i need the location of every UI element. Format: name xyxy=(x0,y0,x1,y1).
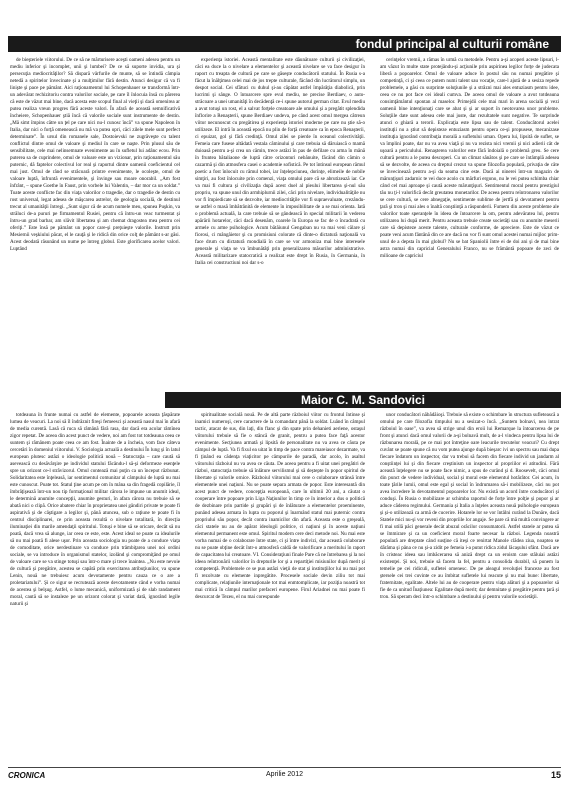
article-title-bar xyxy=(8,36,561,52)
top-column-3-text: cerinţelor vremii, a rămas în urmă cu metodele. Pentru a-şi acoperi aceste lipsuri, l-am văzut în multe state protejându-şi acţiunile prin aspirinea legilor forţe de judecata liberă a popoarelor. Omul de valoare aduce în postul său nu numai pregătire şi competinţă, ci şi ceea ce putem numi talent sau vocaţie, care-l ajută de a sesiza repede problemele, a găsi cu surprinte soluţiunile şi a străzni mai ales entuziasm pentru idee, ceea ce nu pot face cei ideali cumva. De aceea omul de valoare a avut totdeauna consimţământul spontan al maselor. Primejdii cele mai mari în arena socială şi vezi oamenii bine intenţionaţi care se abat şi şi ar suport în neotovarea unor probleme. Soluţiile date sunt adesea cele mai juste, dar rezultatele sunt negative. Te surprinde atunci o ghiară a terorii. Explicaţia este lipsa sau de talent. Conducătorul acelei instituţii nu a ştiut să depisteze entuziasm pentru opera ce-şi propusese, mecanizase instituţia ignorând contribuţia morală a sufletului uman. Opera lui, lipsită de suflet, se va împlini poate, dar nu va avea viaţă şi nu va rezista nici vremii şi nici adierii cât de uşoară a periculului. Renaşterea valorilor este fără îndoială o problemă greu. Se cere cultură pentru a le putea descoperi. Cu un climat sănătos şi pe care se întâmplă adesea să se dezvolte, de aceea cu dreptul crezut va spune filozofia populară, privaţia de câte se învecinează pentru a-şi da seama cine este. Dacă ai ninerei într-un magazin de mărunţişuri zadarnic te vei duce acolo cu mărfuri ergono, nu le vei putea schimba chiar când cel mai aproape şi caută aceste mărunţişuri. Sentimentul moral pentru prestigiul tău nu ţi-l valorifică decât greutatea monetarilor. De aceea pentru reîntronarea valorilor se cere cultură, se cere abnegaţie, sentimente sublime de jertfă şi devotament pentru ţară şi tron şi mai ales o înaltă conştiinţă a răspunderii. Fumem din aceste probleme ale valorilor toate speranţele în ideea de întoarcere la om, pentru adevăratea lui, pentru utilizarea lui după merit. Pentru aceasta trebuie create societăţi sau cu anumite meserii care să depisteze aceste talente, culturale conforme, de apreciere. Este de văzut ce poate veni acum fântână din ce are dacă nu vor fi sunt omul acestei numai mijloc prim-unul de a depsta în mai globul? Nu se bat Spaniolii între ei de doi ani şi de mai bine astra numai din capricial Generalului Franco, nu se frământă popoare de zeci de milioane de capriciul xyxy=(380,57,559,259)
bottom-column-3 xyxy=(380,412,559,764)
top-column-3 xyxy=(380,57,559,389)
bottom-column-1 xyxy=(10,412,180,764)
page-footer xyxy=(8,767,561,780)
article-title: fondul principal al culturii române xyxy=(355,37,549,51)
bottom-column-3-text: unor conducători năbădăioşi. Trebuie să existe o schimbare în structura sufletească a omului pe care filozofia timpului nu a sesizat-o încă. „Suntem bolnavi, nea intrat războiul în oase”, va avea să strige unul din eroii lui Remarque la întoarcerea de pe front şi atunci dacă omul valorii de a-şi bolnavă mult, de a-l vindeca pentru lipsa lui de răzbunarea morală, pe ce mai pot întreţine oare leacurile trecutelor veacuri? Cu drept cuvânt se poate spune că nu vom putea ajunge după bieşarc ivi un spectru sau mai dupa fiecare îndatom un inspector, dar va trebui să facem din fiecare individ un jandarm al conştiinţei lui şi din fiecare creştinism un inspector al propriilor ei atitudini. Fără această înţelegere nu se poate face nimic, a spus de curând şi d. Roosevelt, căci omul din punct de vedere individual, social şi moral este elementul hotărâtor. Cei acum, în toate ţările lumii, omul este egal şi social în îndrumarea să-i mobilizeze, căci nu pot avea încredere în devotamentul popoarelor lor. Nu există un acord între conducători şi conduşi. În Rusia o mobilizare ar schimba raportul de forţe între polţie şi popor şi ar aduce căderea regimului. Germania şi Italia a înţeles aceasta nouă psihologie european şi şi-o utilizează ca armă de cucerire. Hotarele lor se vor întâlni curând la Dunăre, dacă Statele mici nu-şi vor reveni din propriile lor angaje. Se pare că mă multă convingere ar fi mai utilă pâci generale decât abuzul orăcilor consumatorii. Astfel statele ar putea să se îmmirare şi ca un coeficient moral foarte necesar la război. Legenda noastră populară are dreptate când susţine că iteşi ce renirtat Manole clădea ziua, noaptea se dărâma şi pâna ce nu şi-a zidit pe femeia i-a putut ridica zidul lăcaşului sfânt. Dacă are în cristeac ideea sau imbăcerarea să aniză drept ca un eroism care stăluiai astăzi existenţei. Şi noi, trebuie să facem la fel, pentru a consolida durabil, să punem la temelie pe cei ridiculi, sufletei omenesc. De pe aleagul revoluţiei franceze au fost ştersele cei trei cuvinte ce au îmbitat sufletele lui reacute şi nu mai bune: libertate, fraternitate, egalitate. Altele lui au de cooperare pentru viaţa alături şi a popoarelor să fie de ca unitud Înaţiunea: Egalitate după merit; dar demnitate şi pregătire pentru ţară şi tron. Să speram deci într-o schimbare a destinului şi pentru valorile societăţii. xyxy=(380,412,559,600)
top-column-2-text: experienţa istoriei. Această mentalitate este dăunătoare culturii şi civilizaţiei, căci ea duce la o nivelare a elementelor şi această nivelare se va face desigur în raport cu treapta de cultură pe care se găseşte conducătorii statului. În Rusia s-a făcut la înălţimea celei mai de jos trepte culturale, făcând din lucrătorul simplu, un despot social. Cei sfătuci cu duhul şi-au căpătat astfel împărăţia diabolică, prin lucrimi şi sânge. O întoarcere spre evul mediu, ne precise Berdiaev, o auto-străcoare a unei umanităţi în decădenţă ce-i spune autorul german citat. Evul mediu a avut totuşi un rost, el a salvat forţele creatoare ale omului şi a pregătit splendida înflorire a Renaşterii, spune Berdiaev undeva, pe când acest omul mergea cătreun viitor necunoscut cu pregătirea şi experienţa istoriei moderne pe care nu ştie să-o utilizeze. El intră în această epocă nu plin de forţă creatoare ca în epoca Renaşterii, ci epuizat, gol şi fără credinţă. Omul zilei se pierde în oceanul colectivităţii. Femeia care fusese altădată vestala căminului şi care trebuia să dăruiască o mamă duioasă pentru a-şi crea un cămin, trece astăzi în pas de defilare cu arma în mână în fruntea bătaliaone de luptă către orizonturi nebănuite, făcând din cămin o cazarmă şi din atmosfera casei o academie sofistică. Pe tot întinsul european rămul poetic a fost înlocuit cu rămul tobei, iar înţelepciunea, dorinţe, elimeile de nobile simţiri, au fost înlocuite prin comenzi, viaţa omului pare că se abrutizează iar. Ce va mai fi cultura şi civilizaţia după acest duel al pieului libertarea şi-nul său propriu, va spune unul din armhiplurnii zilei, căci prin nivelare, individualităţile nu vor fi împiedicate să se dezvolte, iar mediocrităţile vor fi supraevaluate, crezându-se astfel o masă îmbătrânită de elemente în imposibilitate de a se mai orienta. Iată o problemă actuală, la care trebuie să se gândească în special militarii în vederea apărării hotarelor, căci dacă desenăm, coarele în Europa se fac de o încadrată cu armele cu arme psihologice. Acum bătăiunul Gengaban nu va mai veni călare şi fiorosi, ci mângâietor şi cu promisiuni colorate că dinte-o dictatură naţională va face drum cu dictatură mondială în care se vor armoniza mai bine interesele generale şi viaţa se va îmbunătăţi prin generalizarea măsurilor administrative. Această militarizare statocratică a realizat este drept în Rusia, în Germania, în Italia cei constructiuni noi dar s-o xyxy=(195,57,365,266)
bottom-column-2 xyxy=(195,412,365,764)
bottom-column-1-text: totdeauna în frunte numai cu astfel de elemente, popoarele aceasta ţăspărate lumea de veacuri. La noi să îl îndrăznit fireşi femeesci şi această nasul mai în afară de media curentă. Lasă că ruca să rămână fără rasa, dar dacă era acolar rămînea zigor repetat. De aceea din acest punct de vedere, noi am fost tot totdeauna ceea ce suntem şi rămânem poate ceea ce am fost. Înainte de a încheia, vom face câteva cercetări în domeniul viitorului. V. Sociologia actuală a destinului În lung şi în latul european plutesc astăzi o ideologie politică nouă – Statocraţia – care caută să asevească cu desăvârşire pe individul statului făcându-l să-şi deformeze esenţele spre un orizont ce-l străvizorul. Omul contează mai puţin ca un început răzbunat. Solidaritatea este înţeleasă, iar sentimentul comunitar al câmpului de luptă nu mai este cunoscut. Poate tot. Statul ţine acum pe om în mâna sa din fragedă copilărie, îl îmbrăţişează într-un nou tip formaţional militar cărora le impune un anumit ideal, le determină anumite concepţii, anumite gesturi, în afara cărora nu trebuie să se abată nici o clipă. Orice abatere chiar în proprietatea unei gândiri private te poate fi aspirativă şi de câştigare a legilor şi, până atuncea, sub o raţiune te poate fi în centrul disciplinarei, ce prin aceasta rezultă o nivelare totalitară, în direcţia iluminaţiei din marile amendaţii spiritului. Totuşi e bine să se oricare, decât să nu poată, dacă vrea să alunge, iar ceea ce este, este. Acest ideal se poate ca idealurile să nu mai poată fi alese uşor. Prin aceasta sociologia nu poate de a conduce viaţa de comoditate, orice nerdestinare va conduce prin trâmbiţarea unei noi ordini sociale, se va introduce în organismul statelor, izolând şi compromiţând pe omul de valoare care se va stinge totuşi sau într-o mare şi trece înaintea. „Nu este nevoie de cultură şi pregătire, acestea se capătă prin exercitarea atribuţiunilor, va spune Lenin, nouă ne trebuiesc acum devotamente pentru cauza ce o are a proletariatului”. Şi ce sigur se recrutează aceste devotamente când e vorba numai de acestea şi belşug. Astfel, o lume mecanică, uniformizată şi de slab randament moral, caută să se instaleze pe un orizont colorat şi variat dată, ignorând legile naturii şi xyxy=(10,412,180,607)
author-bar xyxy=(165,392,561,408)
footer-page-number: 15 xyxy=(550,770,561,780)
top-column-2 xyxy=(195,57,365,389)
footer-date: Aprilie 2012 xyxy=(266,771,303,778)
top-column-1-text: de bieşteriele viitorului. De ce să ne mărturisere aceşti oameni adesea pentru un mediu inferior şi incomplet, unii şi lumbei? De ce să suporte invidia, ura şi persecuţia mediocrităţilor? Să dispară vârfurile de munte, să se întindă câmpia netedă a spiritelor învecinate şi a mulţimilor fără destin. Atunci desigur că va fi linişte şi pace pe pământ. Aici raţionamentul lui Schopenhauer se transformă într-un adevărat rechizitoriu contra valorilor sociale, pe care îl înlocuia însă cu părerea că este de văzut mai bine, dacă acesta este scopul final al vieţii şi dacă omenirea ar putea realiza vreun progres fără aceste valori. În afară de această semnificativă încheiere, Schopenhauer ştiă încă că valorile sociale sunt instrumente de destin. „Mă simt împins către un ţel pe care nici nu-l cunosc încă” va spune Napoleon în Italia, dar nici o forţă omenească nu mă va putea opri, căci zilele mele sunt perfect determinate”. În ursul din romanele sale, Dostoievski ne zugrăveşte cu talent conflictul dintre omul de valoare şi mediul în care se naşte. Prin plusul său de sensibilitate, cele mai nelinsemnate evenimente au în sufletul lui adânc ecou. Prin puterea sa de cuprindere, omul de valoare este un vizionar, prin raţionamentul său puternic, dă faptelor colectivul lor real şi raportul dintre oamenii coeficientul cel mai just. Omul de rând se străcoară printre evenimente, le ocoleşte, omul de valoare luptă, înfruntă evenimentele, şi învinge sau moare onorabil. „Am fost înfrânt, – spune Goethe în Faust, prin vorbele lui Valentin, – dar mor ca un soldat.” Toate aceste conflicte fac din viaţa valorilor o tragedie, dar o tragedie de destin cu rost universal, legat adesea de măşcarea astrelor, de geologia socială, de destinul trecut al umanităţii întregi. „Sunt sigur că de acum numele meu, spunea Puşkin, va străluci de-a pururi pe firmamentul Rusiei, pentru că întru-un veac turmentat şi întru-un grad barbar, am slăvit libertatea şi am chemat dragostea mea pentru cei oferiţi.” Este însă pe pământ un popor care-şi preţuieşte valorile. Instrutt prin Mesiernii veşkiului păcat, el le cauţă şi le ridică din orice colţ de pământ s-ar găsi. Acest deodată răsunând un nume pe întreg globul. Este glorificarea acelor valori. Luptând xyxy=(10,57,180,252)
footer-magazine-name: CRONICA xyxy=(8,771,46,780)
bottom-column-2-text: spiritualitate socială nouă. Pe de altă parte războiul viitor cu frontul întinse şi inamici numeroşi, cere caractere de la comandant până la soldat. Luând în câmpul tactic, atacat de sus, din laţi, din flanc şi din spate prin dehanieti aeriene, ostaşul viitorului trebuie să fie o stâncă de granit, pentru a putea face faţă acestor evenimente. Secţiunea armată şi lipsită de personalitate nu va avea ce căuta pe câmpul de luptă. Va fi fixul ea uitat în timp de pace contra mareiasor dezarmate, va fi ţinând ea cădenţa viaţicitor pe câmpurile de paradă, dar acolo, în asaltul viitorului războiul nu va avea ce căuta. De aceea pentru a fi uitat unei pregătiri de război, statocraţia trebuie să înlăture servilismul şi să deştepte în popor spiritul de libertate şi valorile ornice. Războiul viitorului mai cere o colaborare strânsă între elementele unei naţiuni. Nu se poate separa armata de popor. Este interesantă din acest punct de vedere, concepţia europeană, care în ultimii 20 ani, a căutat o cooperare între popoare prin Liga Naţiunilor în timp ce în interior a dus o politică de dezbinare prin partide şi grupări şi de înlăturare a elementelor proeminente, punând adesea armata în lupta cu poporul şi înarmând statul mai puternic contra propriului său popor, decât contra inamicilor din afară. Aceasta este o greşeală, căci statele nu au de apărat ideologii politice, ci naţiuni şi în aceste naţiuni elementul permanent este omul. Spiritul modern cere deci metode noi. Nu mai este vorba numai de o colaborare între state, ci şi între indivizi, dar această colaborare nu se poate obţine decât într-o atmosferă caldă de valorificare a meritului în raport de capacitatea lui creatoare. VI. Consideraţiuni finale Pare că ne întrebarea şi la noi ideea reîntronării valorilor în drepturile lor şi a repartiţiei misiunilor după merit şi competenţă. Problemele ce se pun astăzi vieţii de stat şi instituţiilor lui nu mai pot fi rezolvate cu elemente inpregătite. Procesele sociale devin ziliu tot mai complicate, relaţiunile internaţionale tot mai enmtomplicate, iar poziţia noastră tot mai critică în câmpul marilor prefaceri europene. Firul Ariadnei nu mai poate fi descurcat de Tezeu, el nu mai corespunde xyxy=(195,412,365,600)
author-name: Maior C. M. Sandovici xyxy=(300,393,426,407)
top-column-1 xyxy=(10,57,180,389)
